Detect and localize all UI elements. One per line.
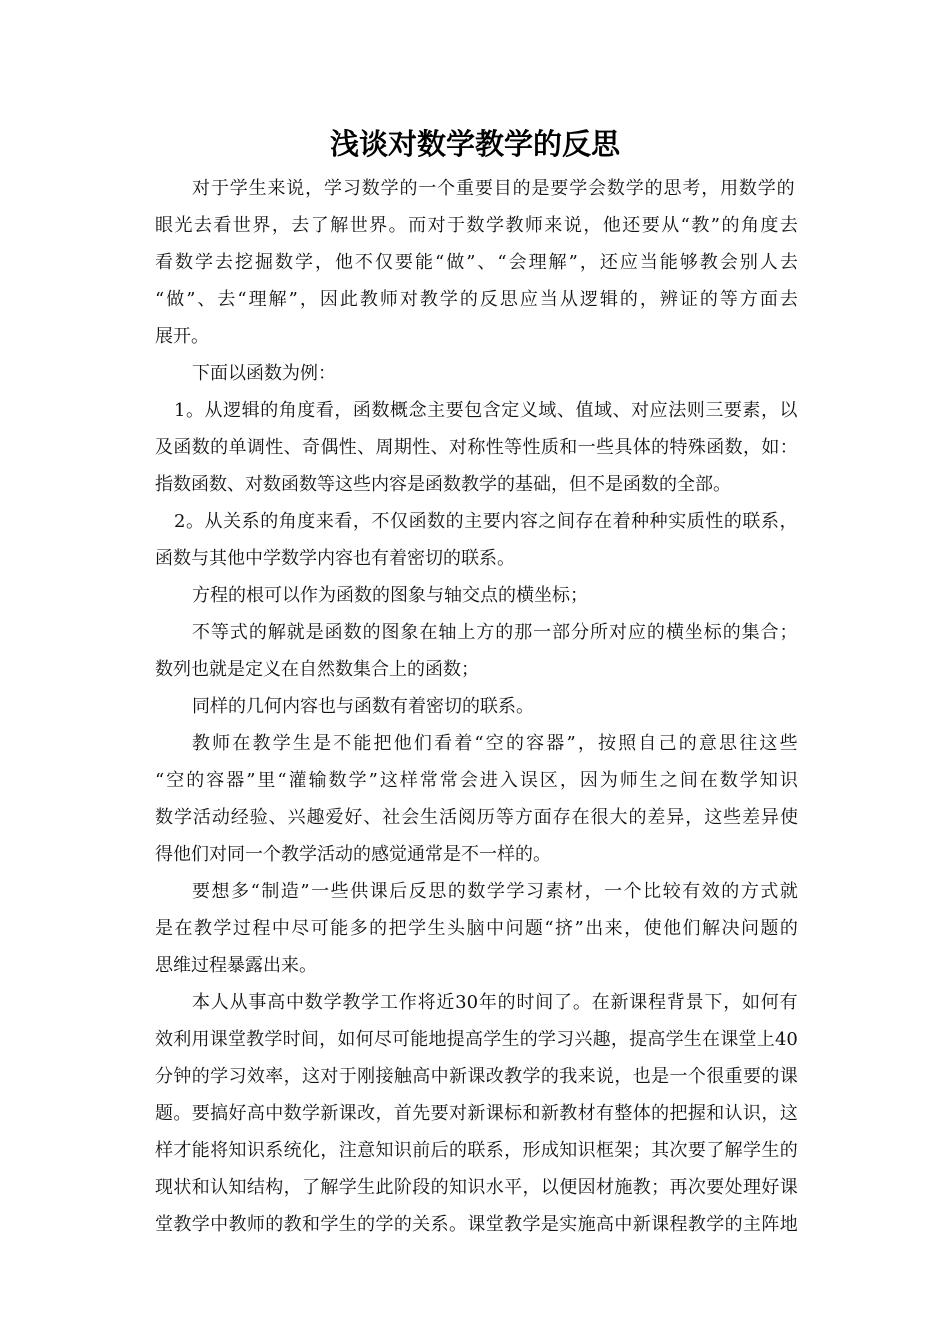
text-line: 分 钟 的 学 习 效 率 ， 这 对 于 刚 接 触 高 中 新 课 改 教 学 的 我 来 说 ， 也 是 一 个 很 重 要 的 课 bbox=[155, 1066, 798, 1087]
text-line: 数列也就是定义在自然数集合上的函数； bbox=[155, 659, 479, 680]
text-line: 函数与其他中学数学内容也有着密切的联系。 bbox=[155, 548, 515, 569]
text-line: 现 状 和 认 知 结 构 ， 了 解 学 生 此 阶 段 的 知 识 水 平 ， 以 便 因 材 施 教 ； 再 次 要 处 理 好 课 bbox=[155, 1177, 798, 1198]
text-line: 本 人 从 事 高 中 数 学 教 学 工 作 将 近 30 年 的 时 间 了 。 在 新 课 程 背 景 下 ， 如 何 有 bbox=[192, 992, 798, 1013]
text-line: 眼 光 去 看 世 界 ， 去 了 解 世 界 。 而 对 于 数 学 教 师 来 说 ， 他 还 要 从 “ 教 ” 的 角 度 去 bbox=[155, 215, 798, 236]
text-line: “ 空 的 容 器 ” 里 “ 灌 输 数 学 ” 这 样 常 常 会 进 入 误 区 ， 因 为 师 生 之 间 在 数 学 知 识 bbox=[155, 770, 798, 791]
text-line: 是 在 教 学 过 程 中 尽 可 能 多 的 把 学 生 头 脑 中 问 题 “ 挤 ” 出 来 ， 使 他 们 解 决 问 题 的 bbox=[155, 918, 798, 939]
text-line: 数 学 活 动 经 验 、 兴 趣 爱 好 、 社 会 生 活 阅 历 等 方 面 存 在 很 大 的 差 异 ， 这 些 差 异 使 bbox=[155, 807, 798, 828]
text-line: 看 数 学 去 挖 掘 数 学 ， 他 不 仅 要 能 “ 做 ” 、 “ 会 理 解 ” ， 还 应 当 能 够 教 会 别 人 去 bbox=[155, 252, 798, 273]
text-line: 题 。 要 搞 好 高 中 数 学 新 课 改 ， 首 先 要 对 新 课 标 和 新 教 材 有 整 体 的 把 握 和 认 识 ， 这 bbox=[155, 1103, 798, 1124]
text-line: 同样的几何内容也与函数有着密切的联系。 bbox=[192, 696, 534, 717]
text-line: 得他们对同一个教学活动的感觉通常是不一样的。 bbox=[155, 844, 551, 865]
text-line: 下面以函数为例： bbox=[192, 363, 336, 384]
text-line: 展开。 bbox=[155, 326, 209, 347]
text-line: 教 师 在 教 学 生 是 不 能 把 他 们 看 着 “ 空 的 容 器 ” ， 按 照 自 己 的 意 思 往 这 些 bbox=[192, 733, 798, 754]
text-line: 指数函数、对数函数等这些内容是函数教学的基础，但不是函数的全部。 bbox=[155, 474, 731, 495]
text-line: 思维过程暴露出来。 bbox=[155, 955, 317, 976]
text-line: 不 等 式 的 解 就 是 函 数 的 图 象 在 轴 上 方 的 那 一 部 分 所 对 应 的 横 坐 标 的 集 合 ； bbox=[192, 622, 798, 643]
text-line: 堂 教 学 中 教 师 的 教 和 学 生 的 学 的 关 系 。 课 堂 教 学 是 实 施 高 中 新 课 程 教 学 的 主 阵 地 bbox=[155, 1214, 798, 1235]
text-line: 要 想 多 “ 制 造 ” 一 些 供 课 后 反 思 的 数 学 学 习 素 材 ， 一 个 比 较 有 效 的 方 式 就 bbox=[192, 881, 798, 902]
text-line: 及 函 数 的 单 调 性 、 奇 偶 性 、 周 期 性 、 对 称 性 等 性 质 和 一 些 具 体 的 特 殊 函 数 ， 如 ： bbox=[155, 437, 798, 458]
text-line: 效 利 用 课 堂 教 学 时 间 ， 如 何 尽 可 能 地 提 高 学 生 的 学 习 兴 趣 ， 提 高 学 生 在 课 堂 上 40 bbox=[155, 1029, 798, 1050]
text-line: 样 才 能 将 知 识 系 统 化 ， 注 意 知 识 前 后 的 联 系 ， 形 成 知 识 框 架 ； 其 次 要 了 解 学 生 的 bbox=[155, 1140, 798, 1161]
text-line: 1 。 从 逻 辑 的 角 度 看 ， 函 数 概 念 主 要 包 含 定 义 域 、 值 域 、 对 应 法 则 三 要 素 ， 以 bbox=[174, 400, 798, 421]
document-title: 浅谈对数学教学的反思 bbox=[329, 127, 620, 161]
text-line: 2 。 从 关 系 的 角 度 来 看 ， 不 仅 函 数 的 主 要 内 容 之 间 存 在 着 种 种 实 质 性 的 联 系 ， bbox=[174, 511, 798, 532]
text-line: “ 做 ” 、 去 “ 理 解 ” ， 因 此 教 师 对 教 学 的 反 思 应 当 从 逻 辑 的 ， 辨 证 的 等 方 面 去 bbox=[155, 289, 798, 310]
text-line: 对 于 学 生 来 说 ， 学 习 数 学 的 一 个 重 要 目 的 是 要 学 会 数 学 的 思 考 ， 用 数 学 的 bbox=[192, 178, 795, 199]
text-line: 方程的根可以作为函数的图象与轴交点的横坐标； bbox=[192, 585, 588, 606]
